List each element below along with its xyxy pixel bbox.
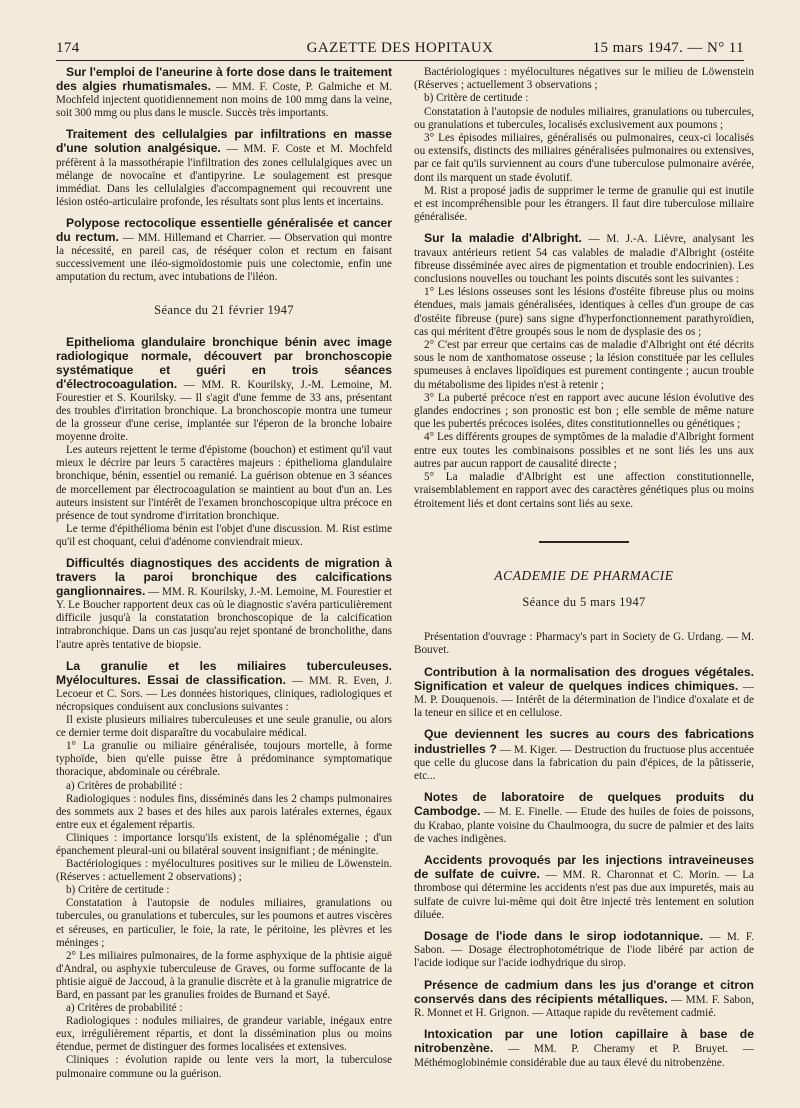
article-calcifications	[56, 557, 392, 652]
left-column	[56, 66, 392, 1089]
article-title: Sur l'emploi de l'aneurine à forte dose dans le traitement des algies rhumatismales.	[56, 65, 392, 94]
paragraph: 1° La granulie ou miliaire généralisée, toujours mortelle, à forme typhoïde, bien qu'elle puisse être à prédominance symptomatique thoracique, abdominale ou cérébrale.	[56, 740, 392, 779]
paragraph: a) Critères de probabilité :	[66, 1002, 183, 1015]
article-text: — MM. F. Coste, P. Galmiche et M. Mochfeld injectent quotidiennement non moins de 100 mmg dans la veine, soit 300 mmg ou plus dans le muscle. Succès très importants.	[56, 81, 392, 120]
article-title: Contribution à la normalisation des drogues végétales. Signification et valeur de quelques indices chimiques.	[414, 664, 754, 693]
article-title: Traitement des cellulalgies par infiltrations en masse d'une solution analgésique.	[56, 127, 392, 156]
article-text: — MM. Hillemand et Charrier. — Observation qui montre la nécessité, en pareil cas, de réséquer colon et rectum en faisant successivement une iléo-sigmoïdostomie puis une colectomie, enfin une amputation du rectum, avec intubations de l'iléon.	[56, 232, 392, 284]
paragraph: 3° Les épisodes miliaires, généralisés ou pulmonaires, ceux-ci localisés ou extensifs, distincts des miliaires généralisées pulmonaires ou extensives, par ce fait qu'ils surviennent au cours d'une tuberculose pulmonaire avérée, dont ils marquent un stade évolutif.	[414, 132, 754, 184]
article-text: — MM. R. Kourilsky, J.-M. Lemoine, M. Fourestier et S. Kourilsky. — Il s'agit d'une femme de 33 ans, présentant des troubles d'irritation bronchique. La bronchoscopie montra une tumeur de la grosseur d'une cerise, implantée sur l'éperon de la bronche lobaire moyenne droite.	[56, 378, 392, 444]
article-text: — M. P. Douquenois. — Intérêt de la détermination de l'indice d'oxalate et de la teneur en silice et en cellulose.	[414, 680, 754, 720]
page-number: 174	[56, 40, 80, 56]
paragraph: Constatation à l'autopsie de nodules miliaires, granulations ou tubercules, ou granulations et tubercules, localisés exclusivement aux poumons ;	[414, 105, 754, 131]
paragraph: Il existe plusieurs miliaires tuberculeuses et une seule granulie, ou alors ce dernier terme doit disparaître du vocabulaire médical.	[56, 714, 392, 740]
article-drogues	[414, 666, 754, 721]
paragraph: Le terme d'épithélioma bénin est l'objet d'une discussion. M. Rist estime qu'il est choquant, celui d'adénome conviendrait mieux.	[56, 522, 392, 548]
article-granulie	[56, 660, 392, 1081]
article-cellulalgies	[56, 128, 392, 209]
paragraph: 4° Les différents groupes de symptômes de la maladie d'Albright forment entre eux toutes les combinaisons possibles et ne sont liés les uns aux autres par aucun rapport de causalité directe ;	[414, 431, 754, 470]
paragraph: b) Critère de certitude :	[66, 884, 170, 897]
article-text: — MM. R. Even, J. Lecoeur et C. Sors. — Les données historiques, cliniques, radiologiques et nécropsiques conduisent aux conclusions suivantes :	[56, 674, 393, 713]
article-text: — MM. F. Coste et M. Mochfeld préfèrent à la massothérapie l'infiltration des zones cellulalgiques avec un mélange de novocaïne et d'antipyrine. Le soulagement est presque immédiat. Dans les cellulalgies d'accompagnement qui recouvrent une lésion ostéo-articulaire profonde, les résultats sont plus lents et incertains.	[56, 143, 392, 208]
article-text: — MM. R. Kourilsky, J.-M. Lemoine, M. Fourestier et Y. Le Boucher rapportent deux cas où le diagnostic s'avéra particulièrement difficile jusqu'à la constatation bronchoscopique de la calcification intrabronchique. Dans un cas jusqu'au rejet spontané de broncholithe, dans l'autre après tentative de biopsie.	[56, 586, 392, 651]
article-granulie-continued	[414, 66, 754, 224]
article-albright	[414, 232, 754, 510]
paragraph: a) Critères de probabilité :	[66, 779, 183, 792]
issue-date: 15 mars 1947. — N° 11	[592, 40, 744, 56]
paragraph: Bactériologiques : myélocultures négatives sur le milieu de Löwenstein (Réserves ; actuellement 3 observations ;	[414, 66, 754, 92]
paragraph: 1° Les lésions osseuses sont les lésions d'ostéite fibreuse plus ou moins étendues, mais jamais généralisées, identiques à celles d'un groupe de cas d'ostéite fibreuse (pure) sans signe d'hyperfonctionnement parathyroïdien, cas qui méritent d'être groupés sous le nom de dysplasie des os ;	[414, 286, 754, 338]
article-title: Notes de laboratoire de quelques produits du Cambodge.	[414, 790, 754, 819]
paragraph: Cliniques : évolution rapide ou lente vers la mort, la tuberculose pulmonaire commune ou la guérison.	[56, 1054, 392, 1080]
paragraph: Radiologiques : nodules fins, disséminés dans les 2 champs pulmonaires des sommets aux 2 bases et des hiles aux parois latérales externes, égaux entre eux et également répartis.	[56, 792, 392, 831]
article-title: Difficultés diagnostiques des accidents de migration à travers la paroi bronchique des calcifications ganglionnaires.	[56, 556, 392, 599]
article-cambodge	[414, 791, 754, 846]
paragraph: Les auteurs rejettent le terme d'épistome (bouchon) et estiment qu'il vaut mieux le décrire par leurs 5 caractères majeurs : épithelioma glandulaire bronchique, bénin, essentiel ou remanié. La guérison obtenue en 3 séances de morcellement par électrocoagulation se maintient au bout d'un an. Les auteurs insistent sur l'intérêt de l'examen bronchoscopique ultra précoce en présence de tout syndrome d'irritation bronchique.	[56, 444, 392, 522]
article-text: — M. J.-A. Lièvre, analysant les travaux antérieurs retient 54 cas valables de maladie d'Albright (ostéite fibreuse disséminée avec aires de pigmentation et trouble endocrinien). Les conclusions nouvelles ou touchant les points discutés sont les suivantes :	[414, 233, 754, 286]
article-title: Accidents provoqués par les injections intraveineuses de sulfate de cuivre.	[414, 852, 754, 882]
paragraph: 3° La puberté précoce n'est en rapport avec aucune lésion évolutive des glandes endocrines ; son pronostic est bon ; elle semble de même nature que les pubertés précoces isolées, dites constitutionnelles ou génétiques ;	[414, 391, 754, 431]
article-text: — MM. P. Cheramy et P. Bruyet. — Méthémoglobinémie considérable due au taux élevé du nitrobenzène.	[414, 1043, 754, 1069]
paragraph: b) Critère de certitude :	[424, 92, 529, 105]
presentation-ouvrage	[414, 631, 754, 657]
article-text: — M. F. Sabon. — Dosage électrophotométrique de l'iode libéré par action de l'acide iodique sur l'acide iodhydrique du sirop.	[414, 930, 754, 970]
article-sucres	[414, 728, 754, 783]
paragraph: Présentation d'ouvrage : Pharmacy's part in Society de G. Urdang. — M. Bouvet.	[414, 631, 754, 657]
paragraph: Bactériologiques : myélocultures positives sur le milieu de Löwenstein. (Réserves : actuellement 2 observations) ;	[56, 858, 392, 884]
article-text: — M. E. Finelle. — Etude des huiles de foies de poissons, du Krabao, plante voisine du Chaulmoogra, du sucre de palmier et des laits de vaches indigènes.	[414, 806, 754, 845]
article-nitrobenzene	[414, 1028, 754, 1070]
section-heading: ACADEMIE DE PHARMACIE	[494, 567, 674, 583]
paragraph: 2° Les miliaires pulmonaires, de la forme asphyxique de la phtisie aiguë d'Andral, ou asphyxie tuberculeuse de Graves, ou forme suffocante de la phtisie aiguë de Jaccoud, à la granulie discrète et à la granulie migratrice de Bard, en passant par les granulies froides de Burnand et Sayé.	[56, 949, 392, 1001]
article-cuivre	[414, 854, 754, 922]
running-header	[56, 38, 744, 61]
paragraph: M. Rist a proposé jadis de supprimer le terme de granulie qui est inutile et est incompréhensible pour les étrangers. Il faut dire tuberculose miliaire généralisée.	[414, 184, 754, 224]
journal-title: GAZETTE DES HOPITAUX	[306, 40, 494, 56]
paragraph: Radiologiques : nodules miliaires, de grandeur variable, inégaux entre eux, irrégulièrement répartis, et dont la dissémination plus ou moins étendue, permet de distinguer des formes localisées et extensives.	[56, 1015, 392, 1054]
article-text: — MM. F. Sabon, R. Monnet et H. Grignon. — Attaque rapide du revêtement cadmié.	[414, 993, 754, 1019]
article-title: Que deviennent les sucres au cours des fabrications industrielles ?	[414, 727, 754, 756]
article-title: La granulie et les miliaires tuberculeuses. Myélocultures. Essai de classification.	[56, 658, 392, 687]
article-polypose	[56, 217, 392, 284]
article-title: Dosage de l'iode dans le sirop iodotannique.	[424, 928, 704, 943]
article-iode	[414, 930, 754, 971]
article-cadmium	[414, 979, 754, 1021]
session-heading: Séance du 21 février 1947	[154, 303, 294, 318]
article-title: Présence de cadmium dans les jus d'orange et citron conservés dans des récipients métalliques.	[414, 977, 754, 1006]
article-title: Sur la maladie d'Albright.	[424, 231, 582, 246]
article-title: Polypose rectocolique essentielle généralisée et cancer du rectum.	[56, 215, 392, 245]
article-title: Epithelioma glandulaire bronchique bénin avec image radiologique normale, découvert par bronchoscopie systématique et guéri en trois séances d'électrocoagulation.	[56, 334, 392, 391]
session-heading: Séance du 5 mars 1947	[522, 594, 646, 609]
right-column	[414, 66, 754, 1078]
paragraph: 2° C'est par erreur que certains cas de maladie d'Albright ont été décrits sous le nom de xanthomatose osseuse ; la lésion constituée par les cellules spumeuses à enclaves lipoïdiques est purement contingente ; aucun trouble du métabolisme des lipides n'est à retenir ;	[414, 339, 754, 391]
article-title: Intoxication par une lotion capillaire à base de nitrobenzène.	[414, 1027, 754, 1056]
paragraph: Constatation à l'autopsie de nodules miliaires, granulations ou tubercules, ou granulations et tubercules, sur les poumons et autres viscères et séreuses, en particulier, le foie, la rate, le péritoine, les plèvres et les méninges ;	[56, 897, 392, 949]
paragraph: Cliniques : importance lorsqu'ils existent, de la splénomégalie ; d'un épanchement pleural-uni ou bilatéral souvent insignifiant ; de méningite.	[56, 831, 392, 857]
paragraph: 5° La maladie d'Albright est une affection constitutionnelle, vraisemblablement en rapport avec des caractères génétiques plus ou moins étroitement liés et dont certains sont liés au sexe.	[414, 471, 754, 510]
article-epithelioma	[56, 336, 392, 550]
section-divider	[539, 541, 629, 543]
article-aneurine	[56, 66, 392, 120]
article-text: — MM. R. Charonnat et C. Morin. — La thrombose qui détermine les accidents n'est pas due aux impuretés, mais au sulfate de cuivre lui-même qui doit être injecté très lentement en solution diluée.	[414, 869, 754, 921]
article-text: — M. Kiger. — Destruction du fructuose plus accentuée que celle du glucose dans la fabrication du pain d'épices, de la pâtisserie, etc...	[414, 743, 754, 782]
